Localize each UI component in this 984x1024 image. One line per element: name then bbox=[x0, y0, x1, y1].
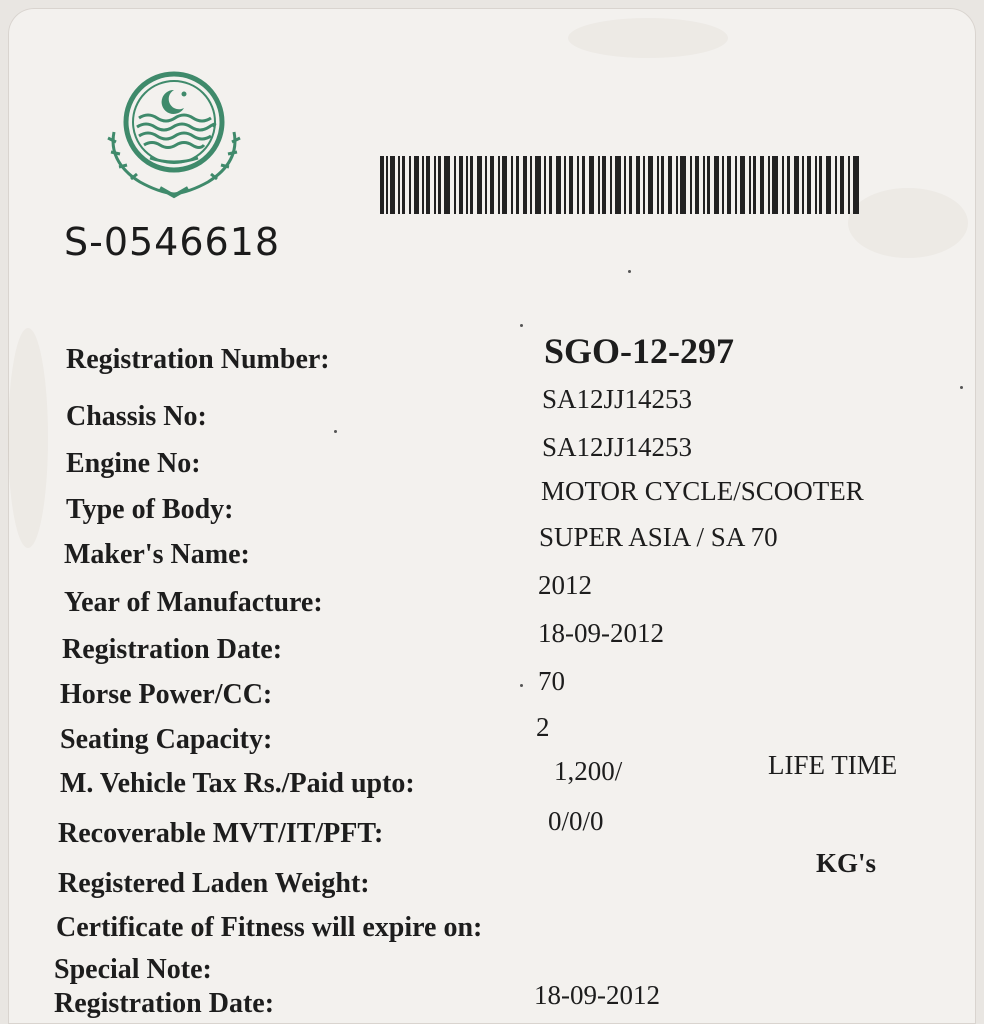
label-seating-capacity: Seating Capacity: bbox=[60, 724, 273, 755]
label-registration-date-2: Registration Date: bbox=[54, 988, 275, 1019]
value-registration-number: SGO-12-297 bbox=[544, 331, 735, 371]
paper-speck bbox=[334, 430, 337, 433]
label-chassis-no: Chassis No: bbox=[66, 401, 207, 432]
barcode bbox=[380, 148, 862, 216]
paper-stain bbox=[848, 188, 968, 258]
label-registration-number: Registration Number: bbox=[66, 344, 330, 375]
value-registration-date: 18-09-2012 bbox=[538, 618, 664, 648]
label-certificate-of-fitness: Certificate of Fitness will expire on: bbox=[56, 912, 483, 943]
paper-stain bbox=[568, 18, 728, 58]
value-horse-power: 70 bbox=[538, 666, 565, 696]
value-registration-date-2: 18-09-2012 bbox=[534, 980, 660, 1010]
paper-speck bbox=[520, 324, 523, 327]
label-horse-power: Horse Power/CC: bbox=[60, 679, 273, 710]
label-engine-no: Engine No: bbox=[66, 448, 201, 479]
government-emblem-icon bbox=[94, 66, 254, 206]
paper-stain bbox=[8, 328, 48, 548]
registration-card bbox=[8, 8, 976, 1024]
paper-speck bbox=[520, 684, 523, 687]
label-registration-date: Registration Date: bbox=[62, 634, 283, 665]
label-recoverable-mvt: Recoverable MVT/IT/PFT: bbox=[58, 818, 384, 849]
tax-paid-upto: LIFE TIME bbox=[768, 750, 898, 780]
value-vehicle-tax: 1,200/ bbox=[554, 756, 623, 786]
value-makers-name: SUPER ASIA / SA 70 bbox=[539, 522, 778, 552]
serial-number: S-0546618 bbox=[64, 220, 281, 264]
label-special-note: Special Note: bbox=[54, 954, 212, 985]
label-vehicle-tax: M. Vehicle Tax Rs./Paid upto: bbox=[60, 768, 415, 799]
label-registered-laden-weight: Registered Laden Weight: bbox=[58, 868, 370, 899]
paper-speck bbox=[628, 270, 631, 273]
value-engine-no: SA12JJ14253 bbox=[542, 432, 693, 462]
value-chassis-no: SA12JJ14253 bbox=[542, 384, 693, 414]
weight-unit: KG's bbox=[816, 848, 877, 878]
value-year-of-manufacture: 2012 bbox=[538, 570, 592, 600]
label-type-of-body: Type of Body: bbox=[66, 494, 234, 525]
value-seating-capacity: 2 bbox=[536, 712, 550, 742]
value-type-of-body: MOTOR CYCLE/SCOOTER bbox=[541, 476, 864, 506]
label-year-of-manufacture: Year of Manufacture: bbox=[64, 587, 323, 618]
label-makers-name: Maker's Name: bbox=[64, 539, 250, 570]
value-recoverable-mvt: 0/0/0 bbox=[548, 806, 604, 836]
paper-speck bbox=[960, 386, 963, 389]
